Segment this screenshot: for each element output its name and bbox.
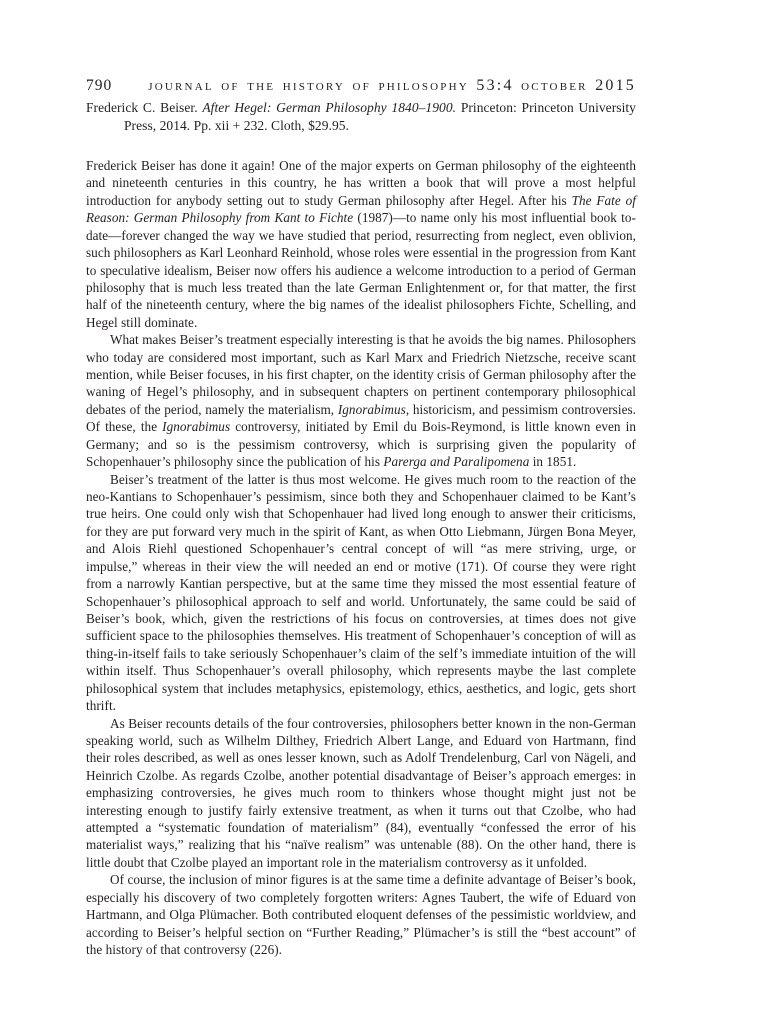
paragraph-2-text-a: What makes Beiser’s treatment especially interesting is that he avoids the big names. Philosophers who today are considered most important, such as Karl Marx and Friedrich Nietzsche, receive scant mention, while Beiser focuses, in his first chapter, on the identity crisis of German philosophy after the waning of Hegel’s philosophy, and in subsequent chapters on pertinent contemporary philosophical debates of the period, namely the materialism, <box>86 332 636 417</box>
journal-title: journal of the history of philosophy 53:4 october 2015 <box>148 77 636 94</box>
paragraph-5: Of course, the inclusion of minor figures is at the same time a definite advantage of Beiser’s book, especially his discovery of two completely forgotten writers: Agnes Taubert, the wife of Eduard von Hartmann, and Olga Plümacher. Both contributed eloquent defenses of the pessimistic worldview, and according to Beiser’s helpful section on “Further Reading,” Plümacher’s is still the “best account” of the history of that controversy (226). <box>86 872 636 957</box>
paragraph-2-text-e: controversy, initiated by Emil du Bois-Reymond, is little known even in Germany; and so is the pessimism controversy, which is surprising given the popularity of Schopenhauer’s philosophy since the publication of his <box>86 419 636 470</box>
paragraph-2-ignorabimus-2: Ignorabimus <box>162 419 231 435</box>
running-head <box>86 76 636 96</box>
citation-book-title: After Hegel: German Philosophy 1840–1900. <box>202 100 457 115</box>
paragraph-1-book-title: The Fate of Reason: German Philosophy from Kant to Fichte <box>86 192 636 226</box>
citation-author: Frederick C. Beiser. <box>86 100 198 115</box>
paragraph-2-text-g: in 1851. <box>529 454 577 470</box>
paragraph-1-text-c: (1987)—to name only his most influential book to-date—forever changed the way we have studied that period, resurrecting from neglect, even oblivion, such philosophers as Karl Leonhard Reinhold, whose roles were essential in the progression from Kant to speculative idealism, Beiser now offers his audience a welcome introduction to a period of German philosophy that is much less treated than the late German Enlightenment or, for that matter, the first half of the nineteenth century, where the big names of the idealist philosophers Fichte, Schelling, and Hegel still dominate. <box>86 210 636 330</box>
paragraph-1-text-a: Frederick Beiser has done it again! One of the major experts on German philosophy of the eighteenth and nineteenth centuries in this country, he has written a book that will prove a most helpful introduction for anybody setting out to study German philosophy after Hegel. After his <box>86 158 636 208</box>
paragraph-2-text-c: , historicism, and pessimism controversies. Of these, the <box>86 401 636 435</box>
page-number: 790 <box>86 77 113 94</box>
journal-page <box>86 76 636 958</box>
paragraph-2-book-title: Parerga and Paralipomena <box>383 454 530 470</box>
paragraph-4: As Beiser recounts details of the four controversies, philosophers better known in the non-German speaking world, such as Wilhelm Dilthey, Friedrich Albert Lange, and Eduard von Hartmann, find their roles described, as well as ones lesser known, such as Adolf Trendelenburg, Carl von Nägeli, and Heinrich Czolbe. As regards Czolbe, another potential disadvantage of Beiser’s approach emerges: in emphasizing controversies, he gives much room to thinkers whose thought might just not be interesting enough to justify fairly extensive treatment, as when it turns out that Czolbe, who had attempted a “systematic foundation of materialism” (84), eventually “confessed the error of his materialist ways,” realizing that his “naïve realism” was untenable (88). On the other hand, there is little doubt that Czolbe played an important role in the materialism controversy as it unfolded. <box>86 715 636 870</box>
paragraph-2 <box>86 331 636 470</box>
citation-publication: Princeton: Princeton University Press, 2014. Pp. xii + 232. Cloth, $29.95. <box>124 100 636 133</box>
paragraph-1 <box>86 157 636 331</box>
paragraph-3: Beiser’s treatment of the latter is thus most welcome. He gives much room to the reaction of the neo-Kantians to Schopenhauer’s pessimism, since both they and Schopenhauer claimed to be Kant’s true heirs. One could only wish that Schopenhauer had lived long enough to answer their criticisms, for they are put forward very much in the spirit of Kant, as when Otto Liebmann, Jürgen Bona Meyer, and Alois Riehl questioned Schopenhauer’s central concept of will “as mere striving, urge, or impulse,” whereas in their view the will needed an end or motive (171). Of course they were right from a narrowly Kantian perspective, but at the same time they missed the most essential feature of Schopenhauer’s philosophical approach to self and world. Unfortunately, the same could be said of Beiser’s book, which, given the restrictions of his focus on controversies, at times does not give sufficient space to the philosophies themselves. His treatment of Schopenhauer’s conception of will as thing-in-itself fails to take seriously Schopenhauer’s claim of the self’s immediate intuition of the will within itself. Thus Schopenhauer’s overall philosophy, which represents maybe the last complete philosophical system that includes metaphysics, epistemology, ethics, aesthetics, and logic, gets short thrift. <box>86 471 636 714</box>
review-body <box>86 157 636 958</box>
book-citation <box>86 99 636 135</box>
paragraph-2-ignorabimus-1: Ignorabimus <box>337 401 406 417</box>
